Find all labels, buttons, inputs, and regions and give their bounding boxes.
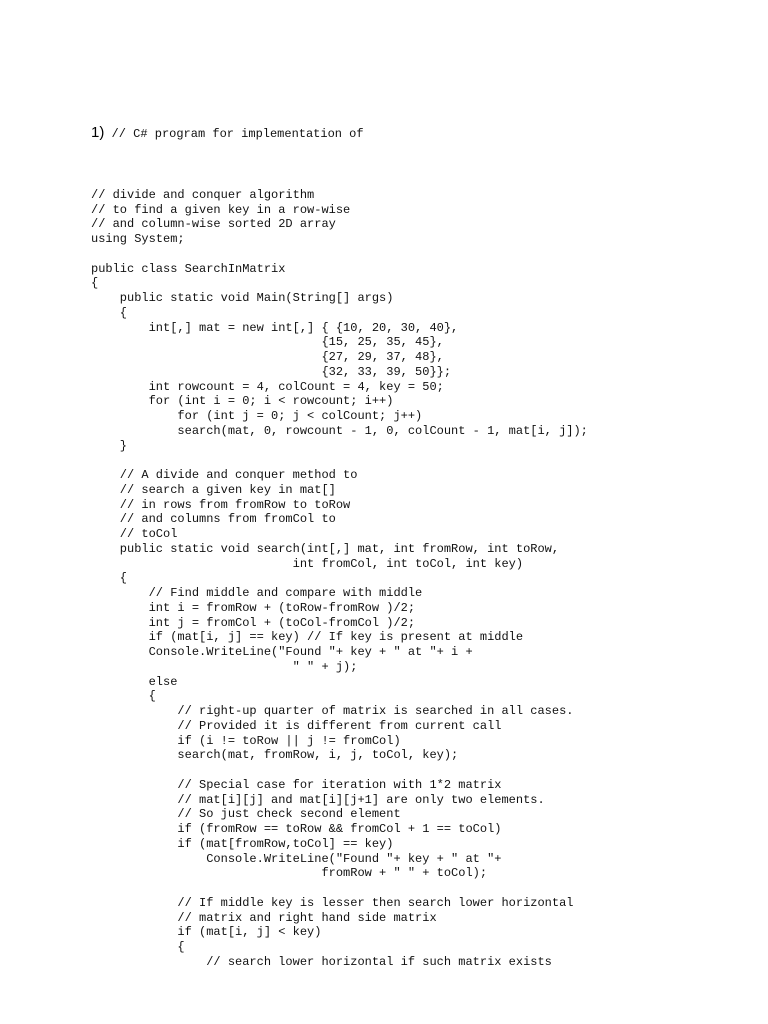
- code-line: [91, 881, 588, 896]
- code-line: if (mat[fromRow,toCol] == key): [91, 836, 394, 851]
- code-line: search(mat, fromRow, i, j, toCol, key);: [91, 748, 459, 763]
- code-line: // to find a given key in a row-wise: [91, 202, 351, 217]
- heading-line: [91, 122, 588, 144]
- code-line: int rowcount = 4, colCount = 4, key = 50;: [91, 379, 444, 394]
- code-line: using System;: [91, 232, 185, 246]
- code-line: // If middle key is lesser then search lower horizontal: [91, 895, 574, 910]
- code-line: // toCol: [91, 527, 178, 541]
- code-line: // search a given key in mat[]: [91, 482, 336, 497]
- code-line: if (fromRow == toRow && fromCol + 1 == toCol): [91, 822, 502, 836]
- code-line: " " + j);: [91, 659, 358, 674]
- code-line: // and columns from fromCol to: [91, 512, 336, 527]
- code-line: int i = fromRow + (toRow-fromRow )/2;: [91, 600, 416, 615]
- code-line: fromRow + " " + toCol);: [91, 866, 488, 881]
- code-line: {: [91, 571, 128, 586]
- code-line: // mat[i][j] and mat[i][j+1] are only two elements.: [91, 792, 545, 807]
- code-line: // matrix and right hand side matrix: [91, 910, 437, 925]
- code-line: else: [91, 674, 178, 689]
- code-line: // right-up quarter of matrix is searched in all cases.: [91, 704, 574, 718]
- code-line: {: [91, 276, 99, 291]
- code-line: if (mat[i, j] == key) // If key is present at middle: [91, 630, 524, 645]
- code-line: [91, 763, 588, 778]
- code-line: {32, 33, 39, 50}};: [91, 364, 452, 379]
- code-line: if (mat[i, j] < key): [91, 925, 322, 940]
- code-line: int fromCol, int toCol, int key): [91, 556, 524, 571]
- code-line: // Provided it is different from current call: [91, 718, 502, 733]
- code-line: Console.WriteLine("Found "+ key + " at "+: [91, 851, 502, 866]
- code-line: // in rows from fromRow to toRow: [91, 497, 351, 512]
- code-line: public static void search(int[,] mat, int fromRow, int toRow,: [91, 541, 560, 556]
- code-line: if (i != toRow || j != fromCol): [91, 733, 401, 748]
- code-line: // A divide and conquer method to: [91, 468, 358, 482]
- code-line: Console.WriteLine("Found "+ key + " at "+ i +: [91, 645, 473, 659]
- code-listing: [91, 92, 588, 970]
- code-line: // Special case for iteration with 1*2 matrix: [91, 777, 502, 792]
- code-line: // and column-wise sorted 2D array: [91, 217, 336, 232]
- code-line: for (int j = 0; j < colCount; j++): [91, 409, 423, 423]
- code-line: int[,] mat = new int[,] { {10, 20, 30, 40},: [91, 320, 459, 335]
- heading-text: // C# program for implementation of: [104, 126, 364, 141]
- heading-number: 1): [91, 123, 105, 141]
- code-line: {: [91, 940, 185, 954]
- code-line: // divide and conquer algorithm: [91, 187, 315, 202]
- code-line: [91, 453, 588, 468]
- code-line: {27, 29, 37, 48},: [91, 350, 444, 364]
- code-line: [91, 247, 588, 262]
- code-line: for (int i = 0; i < rowcount; i++): [91, 394, 394, 409]
- code-line: public class SearchInMatrix: [91, 261, 286, 276]
- code-line: public static void Main(String[] args): [91, 291, 394, 305]
- code-line: }: [91, 438, 128, 453]
- code-line: // search lower horizontal if such matrix exists: [91, 954, 552, 969]
- code-line: int j = fromCol + (toCol-fromCol )/2;: [91, 615, 416, 630]
- code-line: {: [91, 305, 128, 320]
- code-line: search(mat, 0, rowcount - 1, 0, colCount - 1, mat[i, j]);: [91, 423, 588, 438]
- code-line: [91, 173, 588, 188]
- code-line: // So just check second element: [91, 807, 401, 822]
- code-line: {15, 25, 35, 45},: [91, 335, 444, 350]
- code-line: {: [91, 689, 156, 704]
- code-line: // Find middle and compare with middle: [91, 586, 423, 600]
